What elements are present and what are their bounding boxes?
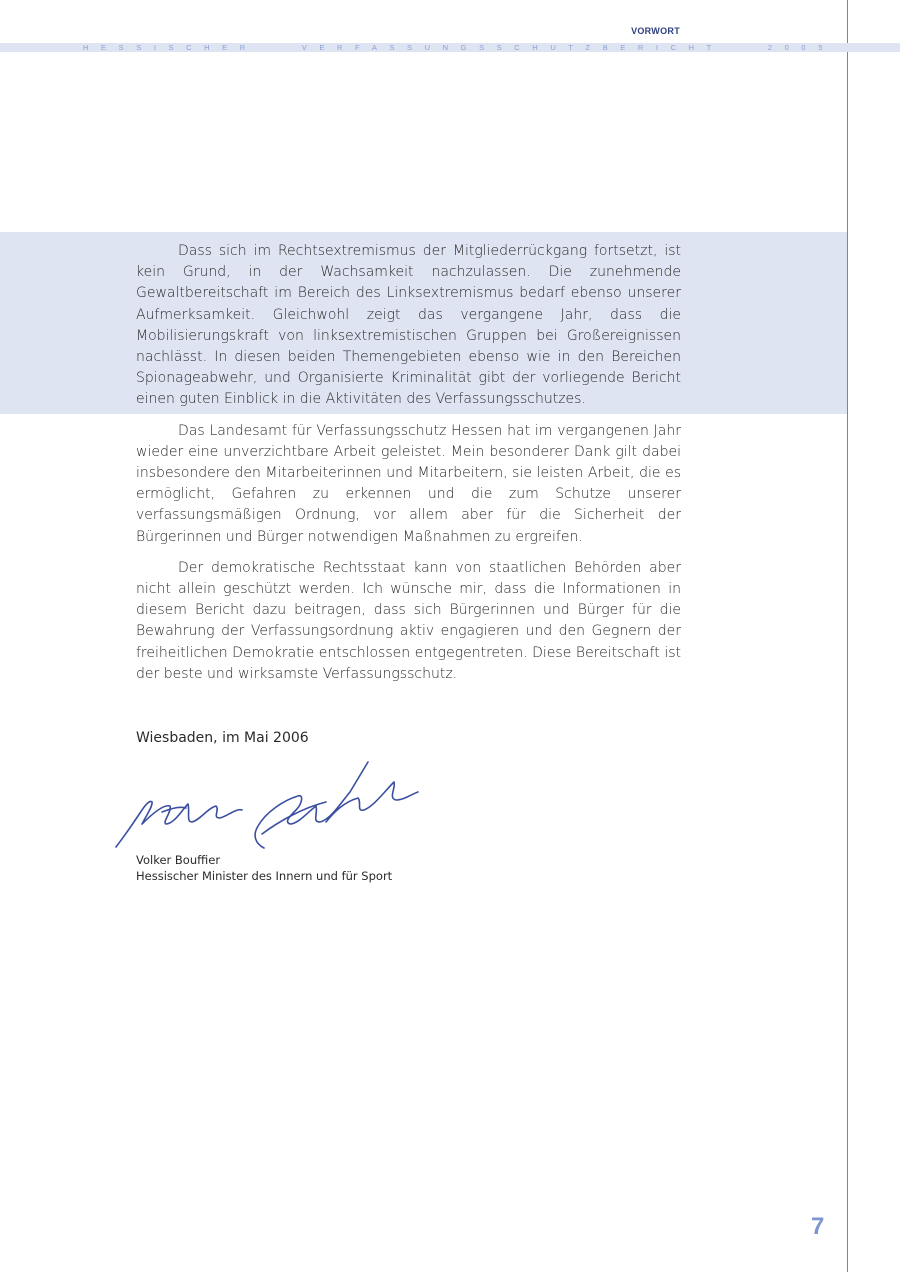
running-title-word-2: VERFASSUNGSSCHUTZBERICHT — [301, 43, 724, 52]
signer-name: Volker Bouffier — [136, 853, 221, 867]
signer-block — [136, 853, 392, 884]
signature-image — [112, 752, 422, 852]
running-title-word-1: HESSISCHER — [83, 43, 258, 52]
signer-title: Hessischer Minister des Innern und für Sport — [136, 868, 393, 883]
section-label: VORWORT — [631, 26, 680, 36]
paragraph-2: Das Landesamt für Verfassungsschutz Hessen hat im vergangenen Jahr wieder eine unverzichtbare Arbeit geleistet. Mein besonderer Dank gilt dabei insbesondere den Mitarbeiterinnen und Mitarbeitern, sie leisten Arbeit, die es ermöglicht, Gefahren zu erkennen und die zum Schutze unserer verfassungsmäßigen Ordnung, vor allem aber für die Sicherheit der Bürgerinnen und Bürger notwendigen Maßnahmen zu ergreifen. — [136, 422, 681, 545]
page-number: 7 — [811, 1213, 825, 1240]
paragraph-1: Dass sich im Rechtsextremismus der Mitgliederrückgang fortsetzt, ist kein Grund, in der Wachsamkeit nachzulassen. Die zunehmende Gewaltbereitschaft im Bereich des Linksextremismus bedarf ebenso unserer Aufmerksamkeit. Gleichwohl zeigt das vergangene Jahr, dass die Mobilisierungskraft von linksextremistischen Gruppen bei Großereignissen nachlässt. In diesen beiden Themengebieten ebenso wie in den Bereichen Spionageabwehr, und Organisierte Kriminalität gibt der vorliegende Bericht einen guten Einblick in die Aktivitäten des Verfassungsschutzes. — [136, 243, 681, 408]
paragraph-3: Der demokratische Rechtsstaat kann von staatlichen Behörden aber nicht allein geschützt werden. Ich wünsche mir, dass die Informationen in diesem Bericht dazu beitragen, dass sich Bürgerinnen und Bürger für die Bewahrung der Verfassungsordnung aktiv engagieren und den Gegnern der freiheitlichen Demokratie entschlossen entgegentreten. Diese Bereitschaft ist der beste und wirksamste Verfassungsschutz. — [136, 559, 681, 682]
place-date: Wiesbaden, im Mai 2006 — [136, 730, 309, 746]
running-title — [83, 43, 835, 52]
body-text — [136, 241, 681, 695]
right-margin-rule — [847, 0, 848, 1272]
running-title-word-3: 2005 — [767, 43, 835, 52]
